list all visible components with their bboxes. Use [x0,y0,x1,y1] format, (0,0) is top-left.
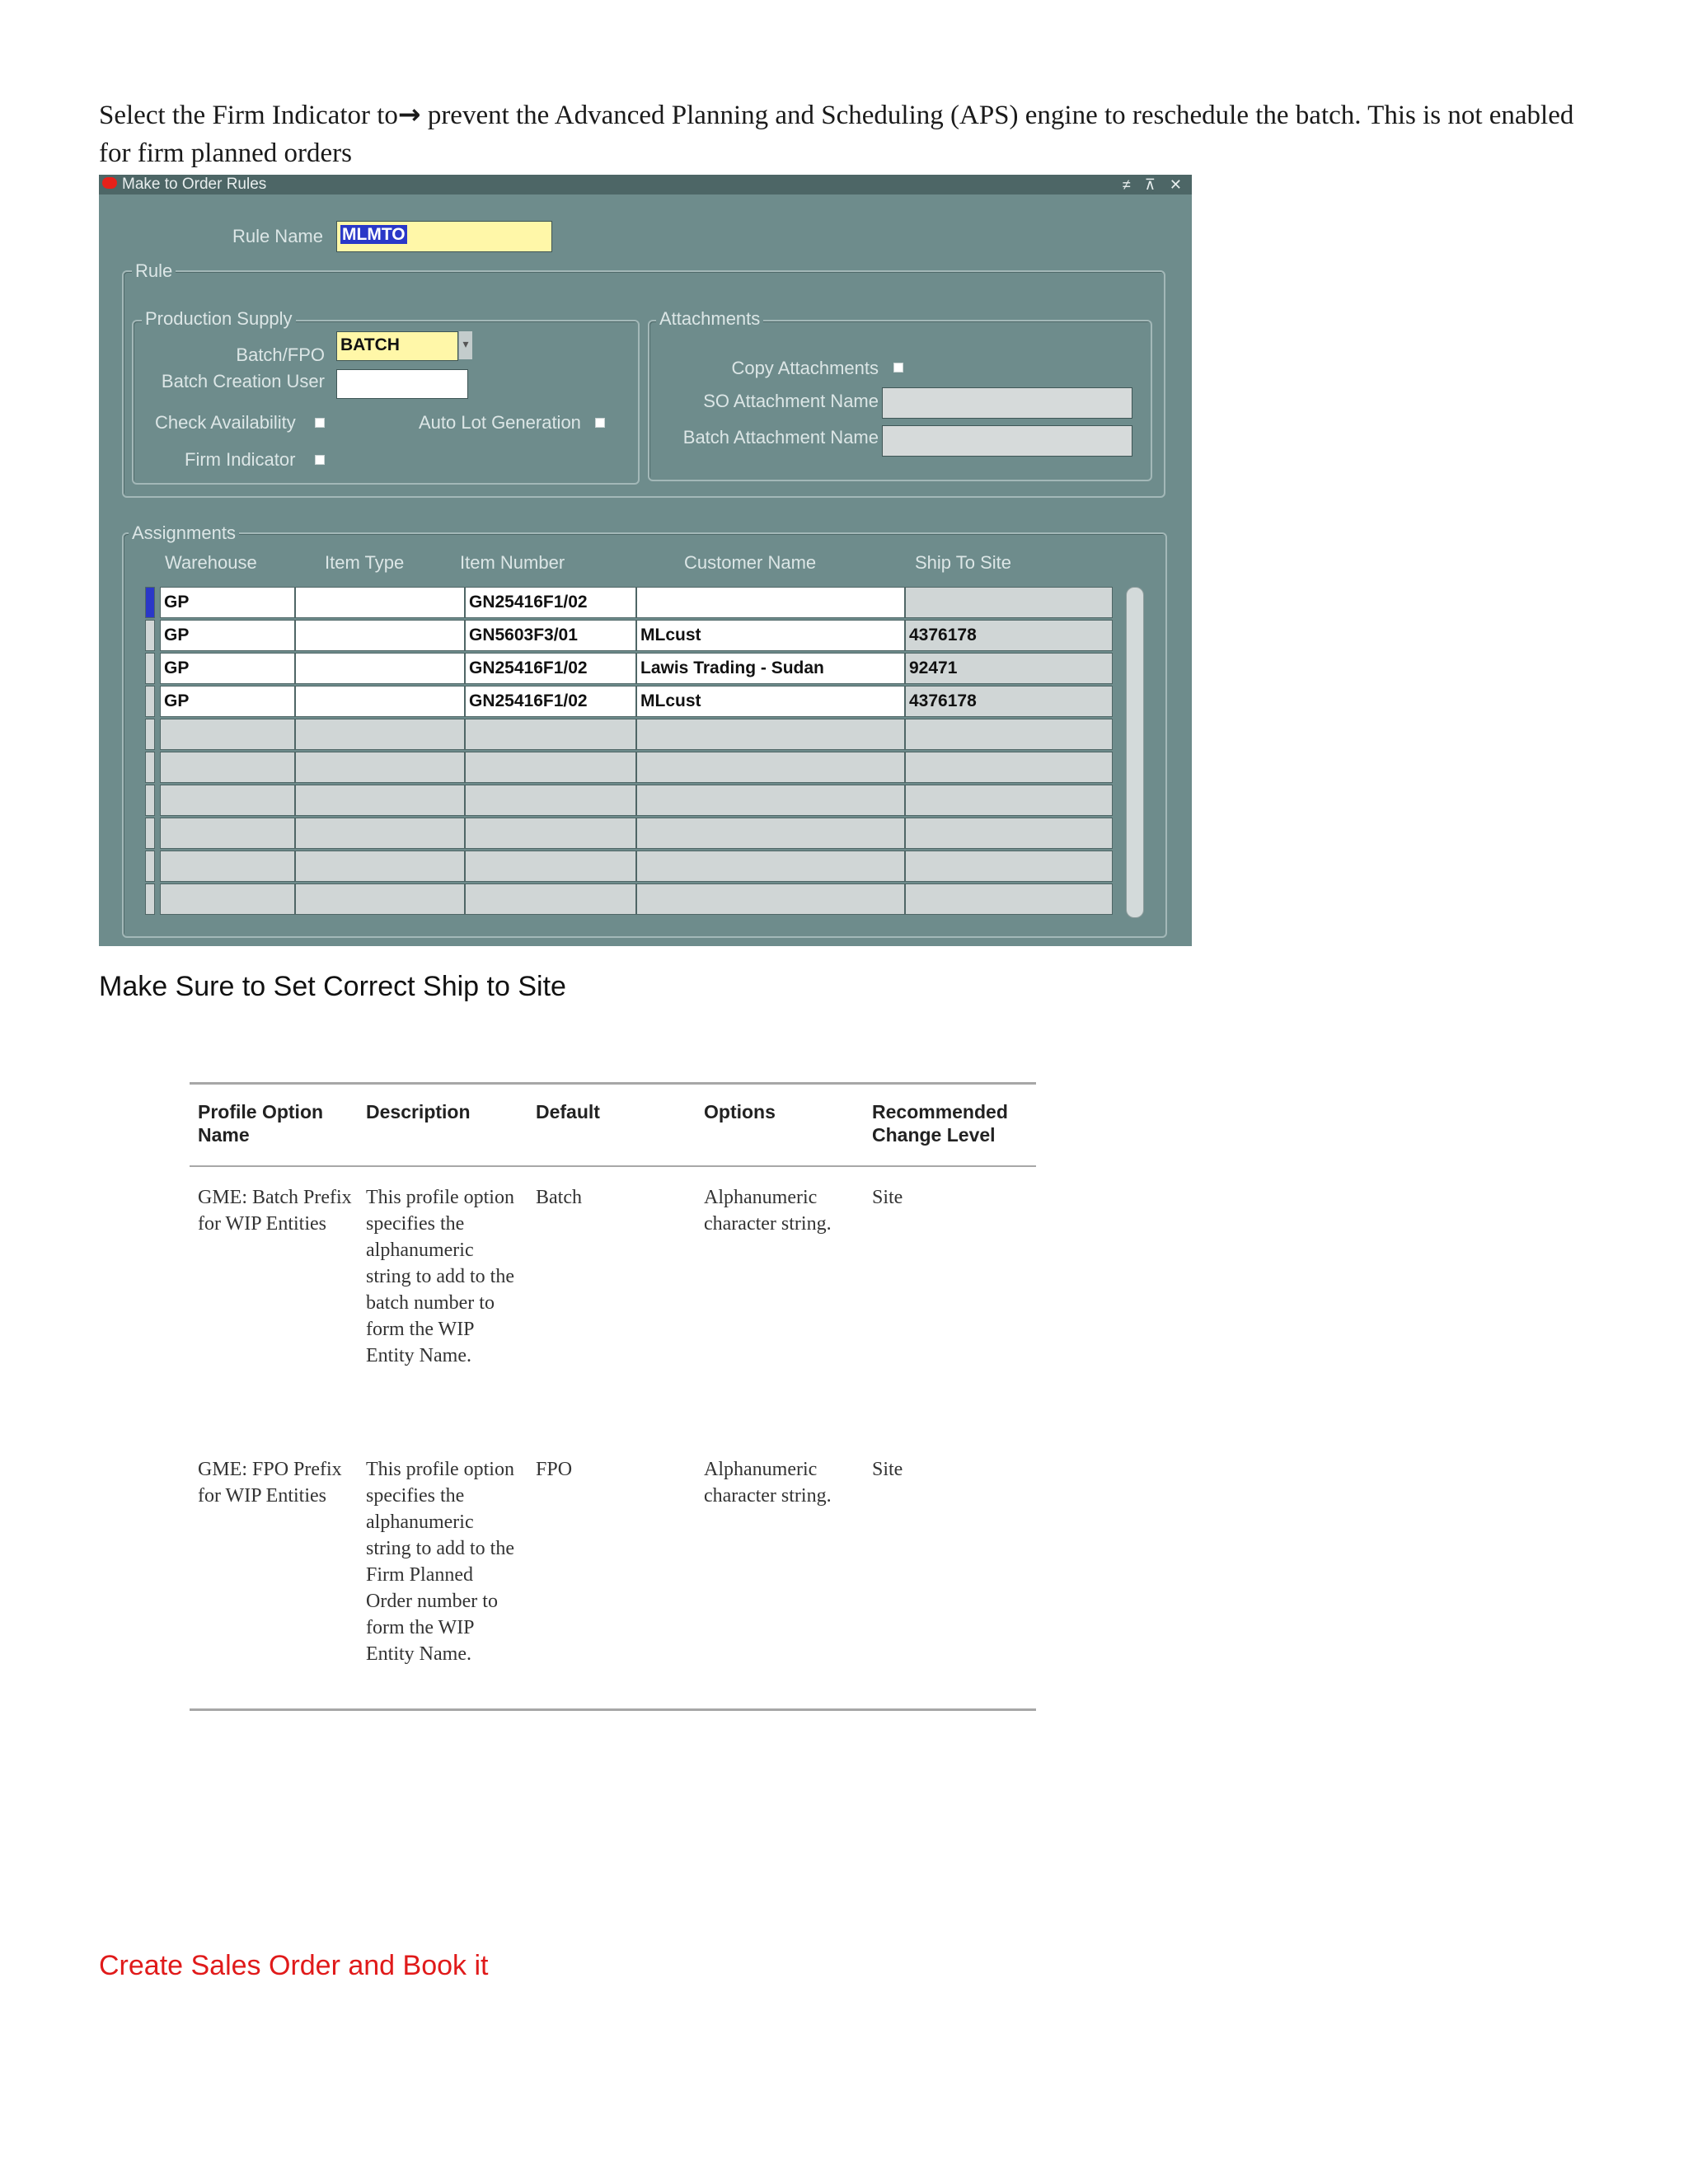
table-cell-empty[interactable] [295,719,465,750]
so-attachment-name-label: SO Attachment Name [703,391,879,411]
table-cell-item-type[interactable] [295,686,465,717]
row-indicator[interactable] [145,752,155,783]
table-cell-empty[interactable] [905,752,1113,783]
so-attachment-name-field[interactable] [882,387,1132,419]
table-cell-empty[interactable] [160,851,295,882]
window-controls[interactable]: ≠ ⊼ ✕ [1122,176,1187,193]
batch-creation-user-label: Batch Creation User [161,371,325,391]
intro-text-end: prevent the Advanced Planning and Scheduling (APS) engine to reschedule the batch. This is not enabled for firm planned orders [99,101,1574,168]
intro-paragraph [99,96,1599,172]
intro-text-start: Select the Firm Indicator to [99,101,398,130]
make-to-order-rules-window [99,175,1192,946]
copy-attachments-label: Copy Attachments [731,358,879,378]
rule-name-value: MLMTO [342,225,406,244]
vertical-scrollbar[interactable] [1126,587,1144,918]
table-cell-empty[interactable] [465,785,636,816]
table-cell-empty[interactable] [295,785,465,816]
table-cell-ship-to-site[interactable]: 92471 [905,653,1113,684]
table-cell-empty[interactable] [465,851,636,882]
table-cell-ship-to-site[interactable]: 4376178 [905,686,1113,717]
table-cell-level: Site [872,1187,903,1208]
table-cell-default: FPO [536,1459,573,1480]
table-cell-empty[interactable] [905,818,1113,849]
rule-name-label: Rule Name [232,226,323,246]
table-cell-empty[interactable] [295,851,465,882]
table-cell-item-number[interactable]: GN25416F1/02 [465,686,636,717]
table-cell-warehouse[interactable]: GP [160,686,295,717]
create-sales-order-instruction: Create Sales Order and Book it [99,1950,489,1981]
table-cell-empty[interactable] [160,785,295,816]
table-cell-empty[interactable] [905,719,1113,750]
firm-indicator-checkbox[interactable] [315,455,325,465]
table-cell-item-number[interactable]: GN25416F1/02 [465,653,636,684]
assignments-legend: Assignments [129,523,239,544]
rule-name-field[interactable] [336,221,552,252]
check-availability-checkbox[interactable] [315,418,325,428]
header-profile-option-name: Profile Option Name [198,1101,324,1146]
column-header-item-number: Item Number [460,552,565,573]
row-indicator[interactable] [145,686,155,717]
table-cell-customer-name[interactable] [636,587,905,618]
batch-attachment-name-field[interactable] [882,425,1132,457]
table-cell-ship-to-site[interactable]: 4376178 [905,620,1113,651]
oracle-logo-icon [102,177,117,189]
table-top-rule [190,1082,1036,1085]
column-header-warehouse: Warehouse [165,552,257,573]
table-cell-options: Alphanumeric character string. [704,1459,832,1507]
batch-fpo-label: Batch/FPO [236,344,325,365]
auto-lot-generation-checkbox[interactable] [595,418,605,428]
table-cell-customer-name[interactable]: MLcust [636,686,905,717]
row-indicator[interactable] [145,785,155,816]
table-cell-empty[interactable] [905,785,1113,816]
table-cell-empty[interactable] [465,818,636,849]
row-indicator[interactable] [145,653,155,684]
table-cell-empty[interactable] [636,851,905,882]
header-description: Description [366,1101,471,1122]
column-header-customer-name: Customer Name [684,552,817,573]
table-cell-empty[interactable] [295,818,465,849]
firm-indicator-label: Firm Indicator [185,449,296,470]
check-availability-label: Check Availability [155,412,296,433]
table-cell-options: Alphanumeric character string. [704,1187,832,1235]
table-cell-item-number[interactable]: GN5603F3/01 [465,620,636,651]
attachments-legend: Attachments [656,308,763,330]
auto-lot-generation-label: Auto Lot Generation [419,412,581,433]
table-cell-level: Site [872,1459,903,1480]
table-header-rule [190,1165,1036,1167]
table-cell-empty[interactable] [465,752,636,783]
table-cell-warehouse[interactable]: GP [160,587,295,618]
table-cell-empty[interactable] [160,883,295,915]
table-cell-item-type[interactable] [295,587,465,618]
production-supply-legend: Production Supply [142,308,296,330]
batch-creation-user-field[interactable] [336,369,468,399]
rule-legend: Rule [132,260,176,282]
table-cell-empty[interactable] [905,883,1113,915]
table-cell-default: Batch [536,1187,582,1208]
header-default: Default [536,1101,600,1122]
table-cell-empty[interactable] [160,818,295,849]
table-cell-warehouse[interactable]: GP [160,620,295,651]
row-indicator-current[interactable] [145,587,155,618]
header-recommended-change-level: Recommended Change Level [872,1101,1008,1146]
table-cell-empty[interactable] [160,752,295,783]
column-header-item-type: Item Type [325,552,405,573]
batch-fpo-select[interactable]: BATCH [336,331,458,361]
table-bottom-rule [190,1708,1036,1711]
arrow-icon: → [397,98,421,130]
row-indicator[interactable] [145,851,155,882]
table-cell-name: GME: Batch Prefix for WIP Entities [198,1187,352,1235]
table-cell-item-number[interactable]: GN25416F1/02 [465,587,636,618]
table-cell-warehouse[interactable]: GP [160,653,295,684]
table-cell-empty[interactable] [636,818,905,849]
row-indicator[interactable] [145,719,155,750]
table-cell-empty[interactable] [465,883,636,915]
table-cell-name: GME: FPO Prefix for WIP Entities [198,1459,342,1507]
header-options: Options [704,1101,776,1122]
chevron-down-icon[interactable]: ▾ [458,331,472,359]
ship-to-site-note: Make Sure to Set Correct Ship to Site [99,971,566,1002]
table-cell-empty[interactable] [160,719,295,750]
window-title: Make to Order Rules [122,176,267,193]
row-indicator[interactable] [145,883,155,915]
table-cell-empty[interactable] [636,719,905,750]
table-cell-empty[interactable] [905,851,1113,882]
column-header-ship-to-site: Ship To Site [915,552,1012,573]
table-cell-empty[interactable] [295,752,465,783]
table-cell-empty[interactable] [636,752,905,783]
batch-attachment-name-label: Batch Attachment Name [682,427,879,448]
table-cell-empty[interactable] [636,785,905,816]
table-cell-description: This profile option specifies the alphanumeric string to add to the batch number to form the WIP Entity Name. [366,1187,514,1366]
copy-attachments-checkbox[interactable] [893,363,903,373]
row-indicator[interactable] [145,620,155,651]
table-cell-customer-name[interactable]: Lawis Trading - Sudan [636,653,905,684]
row-indicator[interactable] [145,818,155,849]
table-cell-item-type[interactable] [295,653,465,684]
table-cell-description: This profile option specifies the alphanumeric string to add to the Firm Planned Order number to form the WIP Entity Name. [366,1459,514,1665]
table-cell-item-type[interactable] [295,620,465,651]
table-cell-empty[interactable] [465,719,636,750]
table-cell-empty[interactable] [295,883,465,915]
window-titlebar [99,175,1192,194]
table-cell-ship-to-site[interactable] [905,587,1113,618]
table-cell-customer-name[interactable]: MLcust [636,620,905,651]
table-cell-empty[interactable] [636,883,905,915]
